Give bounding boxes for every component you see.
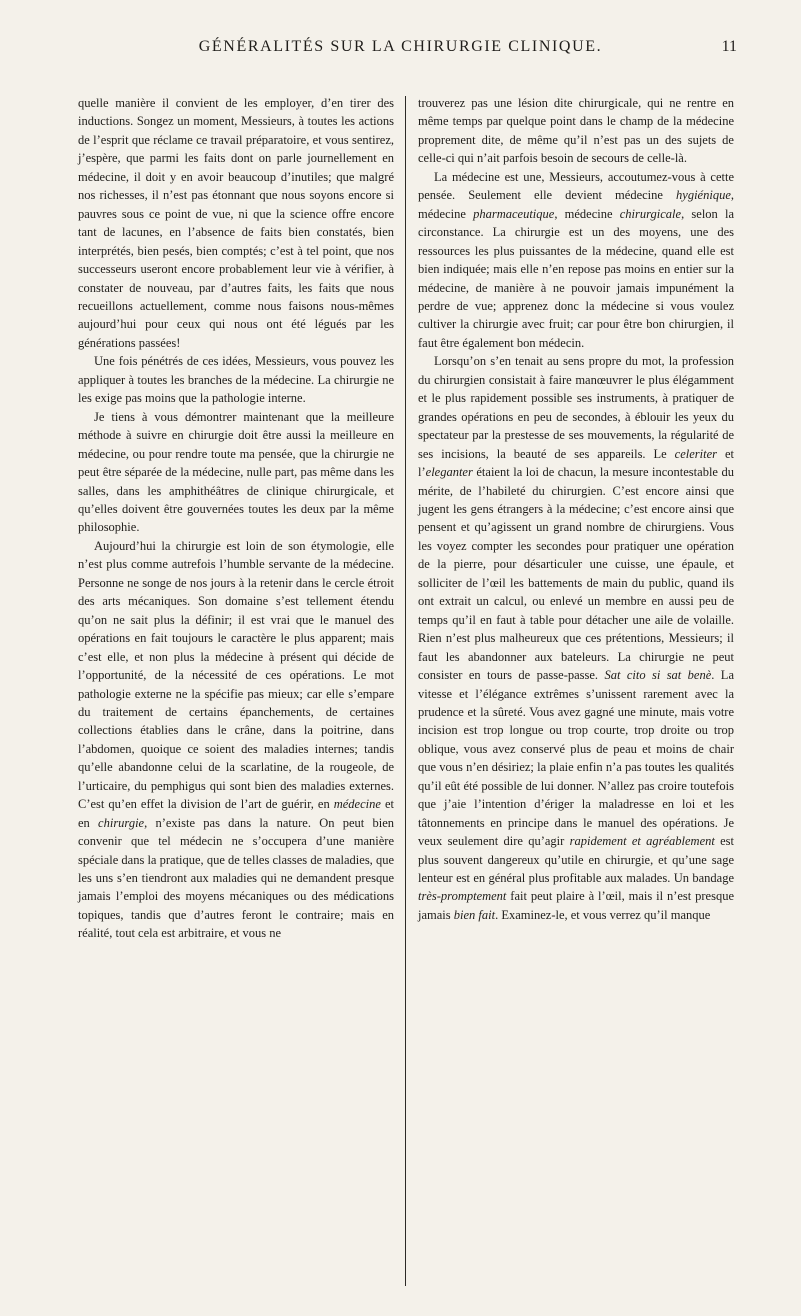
paragraph [418,168,734,353]
text-run: Aujourd’hui la chirurgie est loin de son étymologie, elle n’est plus comme autrefois l’humble servante de la médecine. Personne ne songe de nos jours à la retenir dans le cercle étroit des arts mécaniques. Son domaine s’est tellement étendu qu’on ne sait plus la définir; il est vrai que le manuel des opérations en fait toujours le caractère le plus apparent; mais c’est elle, et non plus la médecine à présent qui décide de l’opportunité, de la nécessité de ces opérations. Le mot pathologie externe ne la spécifie pas mieux; car elle s’empare du traitement de certains épanchements, de certaines collections établies dans le crâne, dans la poitrine, dans l’abdomen, quoique ce soient des maladies internes; tandis qu’elle abandonne celui de la scarlatine, de la rougeole, de l’urticaire, du pemphigus qui sont bien des maladies externes. C’est qu’en effet la division de l’art de guérir, en [78,538,394,812]
paragraph [78,537,394,943]
running-header [0,38,801,78]
text-run: , médecine [418,188,734,221]
latin-quote: Sat cito si sat benè [604,668,712,683]
right-column [418,94,734,924]
text-run: La médecine est une, Messieurs, accoutumez-vous à cette pensée. Seulement elle devient médecine [418,169,734,203]
text-run: est plus souvent dangereux qu’utile en chirurgie, et qu’une sage lenteur est en général plus profitable aux malades. Un bandage [418,834,735,886]
text-run: . Examinez-le, et vous verrez qu’il manque [495,907,711,922]
italic-term: médecine [333,797,381,812]
text-run: . La vitesse et l’élégance extrêmes s’unissent rarement avec la prudence et la sûreté. Vous avez gagné une minute, mais votre incision est trop longue ou trop courte, trop droite ou trop oblique, vous avez conservé plus de peau et moins de chair que vous n’en désiriez; la plaie enfin n’a pas toutes les qualités qu’il eût été possible de lui donner. N’allez pas croire toutefois que j’aie l’intention d’ériger la maladresse en loi et les tâtonnements en principe dans le manuel des opérations. Je veux seulement dire qu’agir [418,668,734,849]
paragraph [418,352,734,924]
text-run: étaient la loi de chacun, la mesure incontestable du mérite, de l’habileté du chirurgien. C’est encore ainsi que jugent les gens étrangers à la médecine; c’est encore ainsi que pensent et qu’agissent un grand nombre de chirurgiens. Vous les voyez compter les secondes pour pratiquer une opération de la pierre, pour désarticuler une cuisse, une épaule, et solliciter de l’œil les battements de main du public, quand ils ont extrait un calcul, ou enlevé un membre en aussi peu de temps qu’il en faut à table pour détacher une aile de volaille. Rien n’est plus malheureux que ces prétentions, Messieurs; il faut les abandonner aux bateleurs. La chirurgie ne peut consister en tours de passe-passe. [418,465,734,683]
text-run: , médecine [554,206,620,221]
italic-term: rapidement et agréablement [569,834,715,849]
text-run: et en [78,797,394,830]
column-divider [405,96,406,1286]
italic-term: hygiénique [676,188,731,203]
italic-term: pharmaceutique [473,206,555,221]
left-column [78,94,394,943]
paragraph: quelle manière il convient de les employer, d’en tirer des inductions. Songez un moment, Messieurs, à toutes les actions de l’esprit que réclame ce travail préparatoire, et vous sentirez, j’espère, que parmi les faits dont on parle journellement en médecine, il doit y en avoir beaucoup d’inutiles; que malgré nos richesses, il n’est pas étonnant que nous soyons encore si pauvres sous ce point de vue, ni que la science offre encore tant de lacunes, en l’absence de faits bien constatés, bien interprétés, bien pesés, bien comptés; c’est à tel point, que nos successeurs useront encore probablement leur vie à vérifier, à constater de nouveau, par d’autres faits, les faits que nous recueillons actuellement, comme nous faisons nous-mêmes aujourd’hui pour ceux qui nous ont été légués par les générations passées! [78,96,394,350]
paragraph: Une fois pénétrés de ces idées, Messieurs, vous pouvez les appliquer à toutes les branches de la médecine. La chirurgie ne les exige pas moins que la pathologie interne. [78,354,394,406]
italic-term: chirurgicale [619,206,682,221]
text-run: fait peut plaire à l’œil, mais il n’est presque jamais [418,889,734,922]
text-run: et l’ [418,446,734,480]
italic-term: bien fait [453,907,496,922]
italic-term: très-promptement [418,889,507,904]
page-number: 11 [721,38,737,55]
italic-term: chirurgie [98,815,145,830]
italic-term: celeriter [674,446,717,461]
text-run: Lorsqu’on s’en tenait au sens propre du mot, la profession du chirurgien consistait à faire manœuvrer le plus élégamment et le plus rapidement possible ses instruments, à pratiquer de grandes opérations en peu de secondes, à éblouir les yeux du spectateur par la prestesse de ses mouvements, la régularité de ses incisions, la beauté de ses appareils. Le [418,354,734,461]
italic-term: eleganter [425,465,473,480]
running-title: GÉNÉRALITÉS SUR LA CHIRURGIE CLINIQUE. [198,38,603,55]
text-run: , selon la circonstance. La chirurgie est un des moyens, une des ressources les plus puissantes de la médecine, quand elle est bien indiquée; mais elle n’en repose pas moins en entier sur la médecine, de manière à ne pouvoir jamais impunément la perdre de vue; apprenez donc la médecine si vous voulez cultiver la chirurgie avec fruit; car pour être bon chirurgien, il faut être également bon médecin. [418,206,735,350]
paragraph: Je tiens à vous démontrer maintenant que la meilleure méthode à suivre en chirurgie doit être aussi la meilleure en médecine, ou pour rendre toute ma pensée, que la chirurgie ne peut être séparée de la médecine, nulle part, pas même dans les salles, dans les amphithéâtres de clinique chirurgicale, et qu’elles doivent être gouvernées toutes les deux par la même philosophie. [78,409,394,535]
text-run: , n’existe pas dans la nature. On peut bien convenir que tel médecin ne s’occupera d’une manière spéciale dans la pratique, que de telles classes de maladies, que les uns s’en tiendront aux maladies qui ne demandent presque jamais l’emploi des moyens mécaniques ou des médications topiques, tandis que d’autres feront le contraire; mais en réalité, tout cela est arbitraire, et vous ne [78,815,394,941]
paragraph: trouverez pas une lésion dite chirurgicale, qui ne rentre en même temps par quelque point dans le champ de la médecine proprement dite, de même qu’il n’est pas un des sujets de celle-ci qui n’ait parfois besoin de secours de celle-là. [418,96,734,166]
